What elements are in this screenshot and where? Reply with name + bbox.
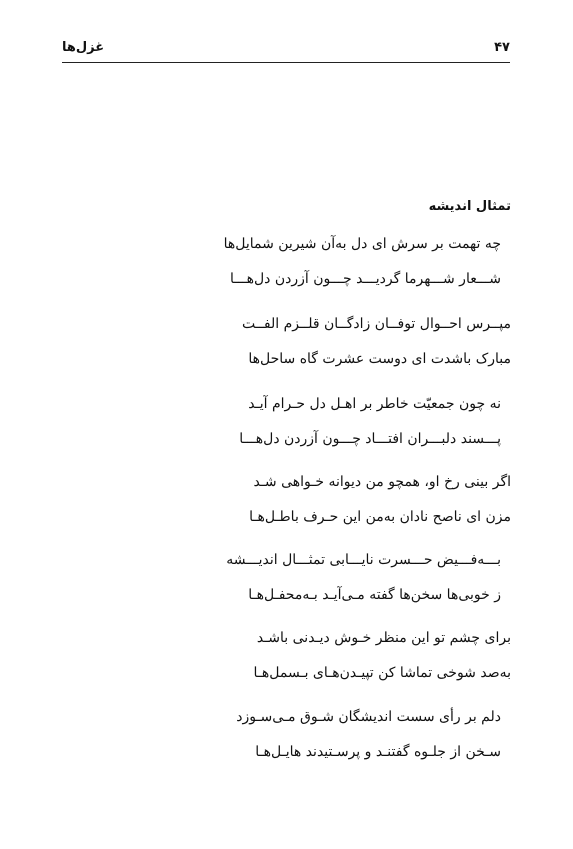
verse-line: مپــرس احــوال توفــان زادگــان قلــزم الفــت <box>241 316 511 332</box>
page-number: ۴۷ <box>494 40 510 55</box>
page-header <box>62 40 510 62</box>
verse-line: دلم بر رأی سست اندیشگان شـوق مـی‌سـوزد <box>236 709 501 725</box>
poem-title: تمثال اندیشه <box>428 199 511 214</box>
verse-line: نه چون جمعیّت خاطر بر اهـل دل حـرام آیـد <box>248 396 501 412</box>
verse-line: مبارک باشدت ای دوست عشرت گاه ساحل‌ها <box>248 351 511 367</box>
verse-line: ز خوبی‌ها سخن‌ها گفته مـی‌آیـد بـه‌محفـل‌هـا <box>248 587 501 603</box>
verse-line: بـــه‌فـــیض حـــسرت نایـــابی تمثـــال اندیـــشه <box>226 552 501 568</box>
verse-line: اگر بینی رخ او، همچو من دیوانه خـواهی شـد <box>253 474 511 490</box>
verse-line: مزن ای ناصح نادان به‌من این حـرف باطـل‌هـا <box>249 509 511 525</box>
verse-line: سـخن از جلـوه گفتنـد و پرسـتیدند هایـل‌هـا <box>255 744 501 760</box>
verse-line: چه تهمت بر سرش ای دل به‌آن شیرین شمایل‌ها <box>223 236 501 252</box>
verse-line: پـــسند دلبـــران افتـــاد چـــون آزردن دل‌هـــا <box>239 431 501 447</box>
verse-line: شـــعار شـــهرما گردیـــد چـــون آزردن دل‌هـــا <box>230 271 501 287</box>
header-divider <box>62 62 510 63</box>
verse-line: به‌صد شوخی تماشا کن تپیـدن‌هـای بـسمل‌هـا <box>253 665 511 681</box>
running-title: غزل‌ها <box>62 40 105 55</box>
verse-line: برای چشم تو این منظر خـوش دیـدنی باشـد <box>256 630 511 646</box>
